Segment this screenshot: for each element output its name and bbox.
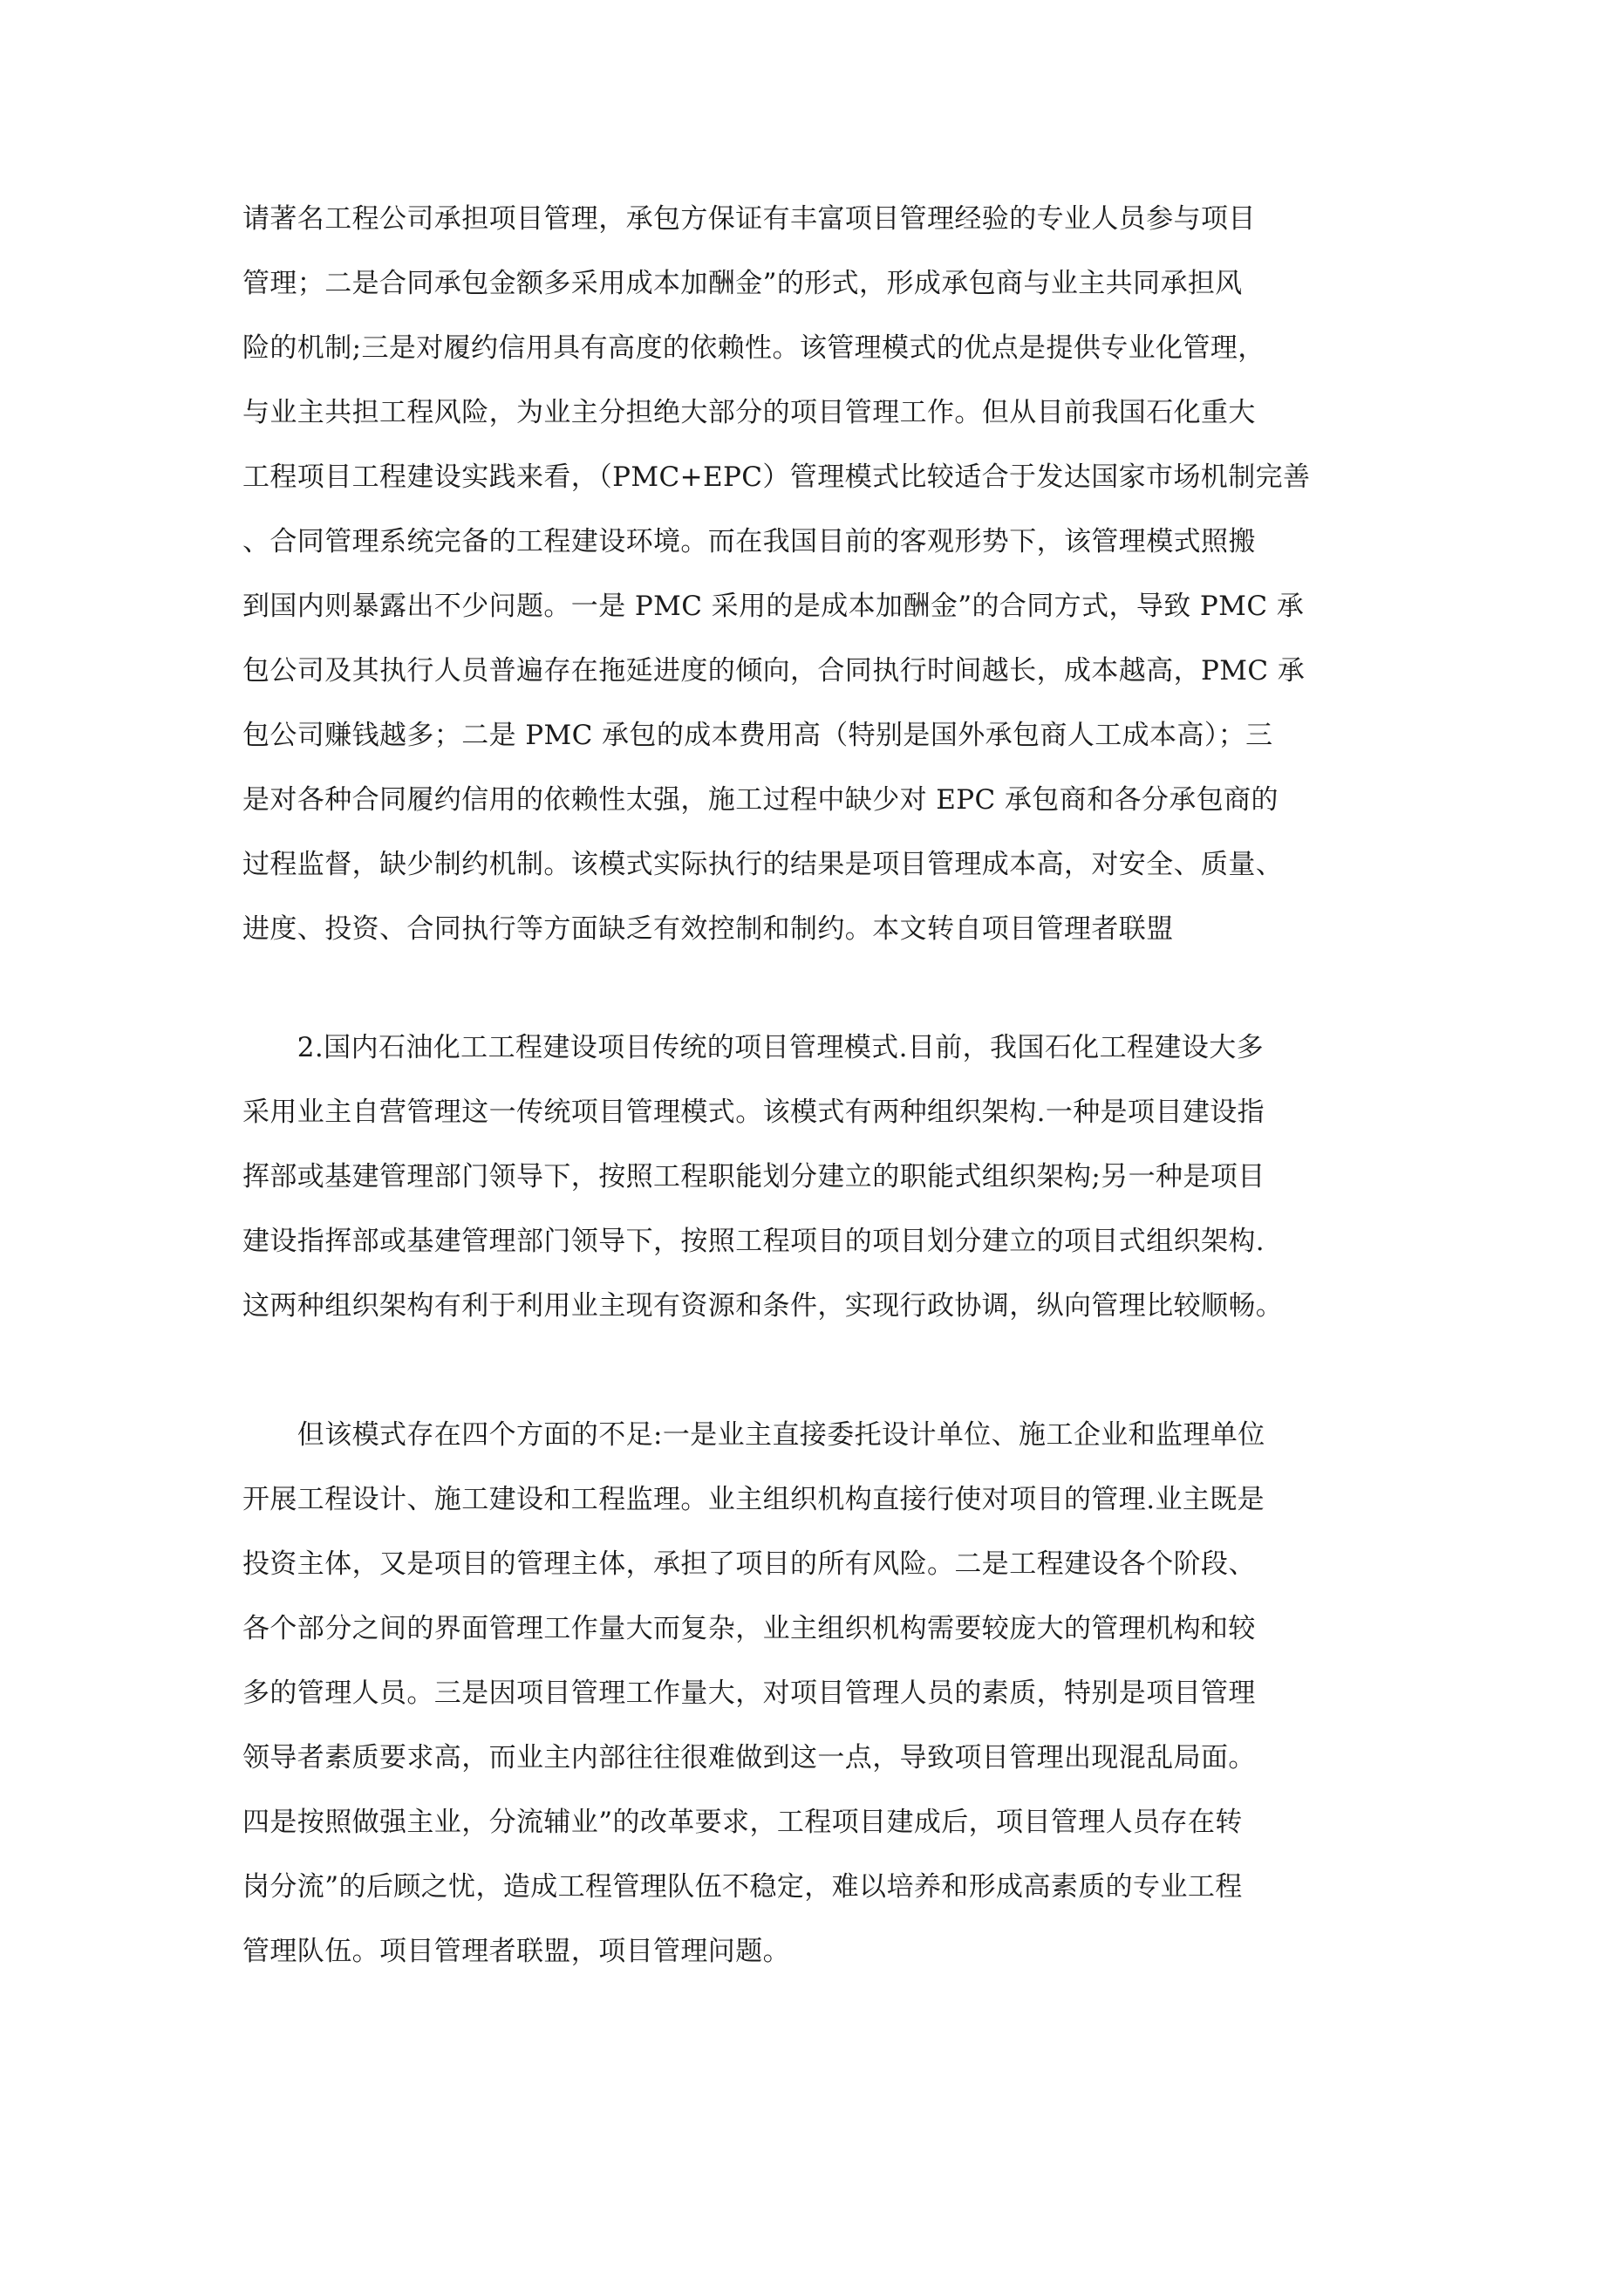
- text-line: 是对各种合同履约信用的依赖性太强，施工过程中缺少对 EPC 承包商和各分承包商的: [242, 784, 1279, 816]
- text-line: 投资主体，又是项目的管理主体，承担了项目的所有风险。二是工程建设各个阶段、: [242, 1548, 1256, 1580]
- text-line: 2.国内石油化工工程建设项目传统的项目管理模式.目前，我国石化工程建设大多: [242, 1032, 1265, 1063]
- text-line: 岗分流”的后顾之忧，造成工程管理队伍不稳定，难以培养和形成高素质的专业工程: [242, 1871, 1243, 1903]
- text-line: 管理；二是合同承包金额多采用成本加酬金”的形式，形成承包商与业主共同承担风: [242, 268, 1243, 299]
- text-line: 到国内则暴露出不少问题。一是 PMC 采用的是成本加酬金”的合同方式，导致 PMC 承: [242, 591, 1305, 622]
- paragraph-1: [242, 187, 1402, 961]
- paragraph-3: [242, 1403, 1402, 1984]
- text-line: 各个部分之间的界面管理工作量大而复杂，业主组织机构需要较庞大的管理机构和较: [242, 1613, 1256, 1644]
- text-line: 进度、投资、合同执行等方面缺乏有效控制和制约。本文转自项目管理者联盟: [242, 913, 1174, 945]
- text-line: 过程监督，缺少制约机制。该模式实际执行的结果是项目管理成本高，对安全、质量、: [242, 849, 1284, 880]
- text-line: 多的管理人员。三是因项目管理工作量大，对项目管理人员的素质，特别是项目管理: [242, 1678, 1256, 1709]
- text-line: 建设指挥部或基建管理部门领导下，按照工程项目的项目划分建立的项目式组织架构.: [242, 1226, 1265, 1257]
- text-line: 包公司赚钱越多；二是 PMC 承包的成本费用高（特别是国外承包商人工成本高）；三: [242, 720, 1273, 751]
- text-line: 采用业主自营管理这一传统项目管理模式。该模式有两种组织架构.一种是项目建设指: [242, 1097, 1265, 1128]
- text-line: 险的机制;三是对履约信用具有高度的依赖性。该管理模式的优点是提供专业化管理，: [242, 332, 1265, 364]
- text-line: 请著名工程公司承担项目管理，承包方保证有丰富项目管理经验的专业人员参与项目: [242, 203, 1256, 235]
- text-line: 开展工程设计、施工建设和工程监理。业主组织机构直接行使对项目的管理.业主既是: [242, 1484, 1265, 1515]
- text-line: 管理队伍。项目管理者联盟，项目管理问题。: [242, 1936, 790, 1967]
- text-line: 领导者素质要求高，而业主内部往往很难做到这一点，导致项目管理出现混乱局面。: [242, 1742, 1256, 1773]
- text-line: 但该模式存在四个方面的不足:一是业主直接委托设计单位、施工企业和监理单位: [242, 1419, 1265, 1451]
- paragraph-2: [242, 1015, 1402, 1338]
- text-line: 与业主共担工程风险，为业主分担绝大部分的项目管理工作。但从目前我国石化重大: [242, 397, 1256, 428]
- text-line: 、合同管理系统完备的工程建设环境。而在我国目前的客观形势下，该管理模式照搬: [242, 526, 1256, 557]
- text-line: 工程项目工程建设实践来看，（PMC+EPC）管理模式比较适合于发达国家市场机制完善: [242, 461, 1311, 493]
- text-line: 挥部或基建管理部门领导下，按照工程职能划分建立的职能式组织架构;另一种是项目: [242, 1161, 1265, 1192]
- text-line: 包公司及其执行人员普遍存在拖延进度的倾向，合同执行时间越长，成本越高，PMC 承: [242, 655, 1306, 687]
- text-line: 这两种组织架构有利于利用业主现有资源和条件，实现行政协调，纵向管理比较顺畅。: [242, 1290, 1284, 1322]
- text-line: 四是按照做强主业，分流辅业”的改革要求，工程项目建成后，项目管理人员存在转: [242, 1807, 1243, 1838]
